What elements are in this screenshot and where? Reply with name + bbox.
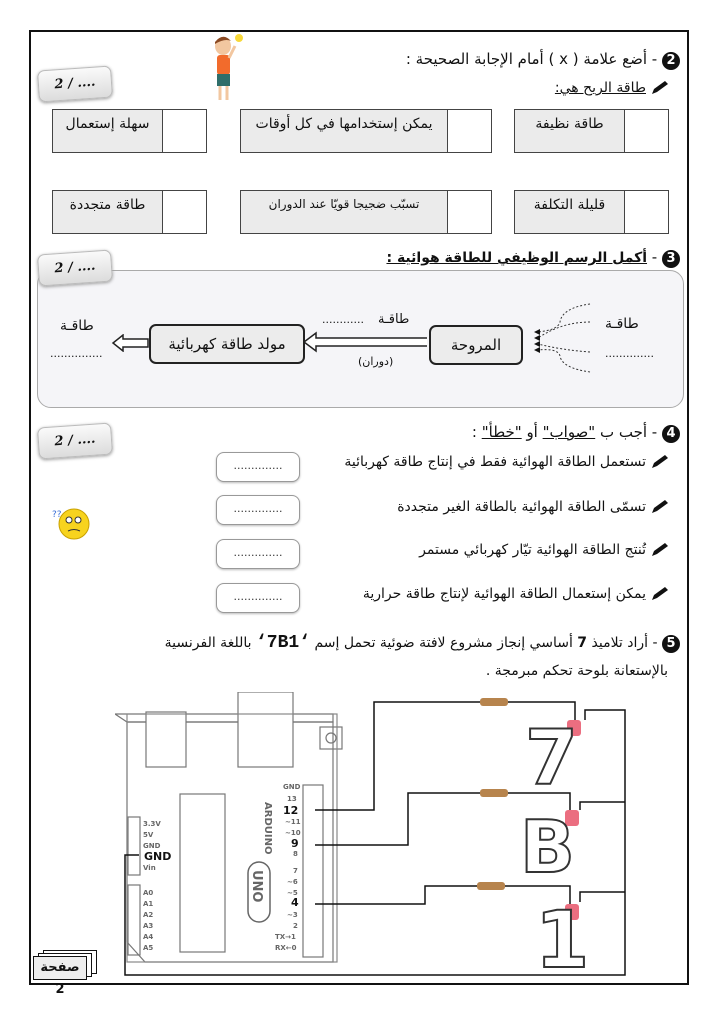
svg-text:B: B xyxy=(520,805,575,889)
checkbox[interactable] xyxy=(447,110,491,152)
svg-text:9: 9 xyxy=(291,837,299,850)
pencil-icon xyxy=(650,80,670,96)
svg-text:??: ?? xyxy=(52,510,62,520)
svg-text:UNO: UNO xyxy=(249,870,264,903)
double-arrow-fan-to-generator xyxy=(302,331,428,353)
generator-box: مولد طاقة كهربائية xyxy=(149,324,305,364)
pencil-icon xyxy=(650,454,670,470)
svg-text:13: 13 xyxy=(287,795,297,803)
pencil-icon xyxy=(650,586,670,602)
tf-answer-3[interactable]: .............. xyxy=(216,539,300,569)
q3-header: 3 - أكمل الرسم الوظيفي للطاقة هوائية : xyxy=(386,248,680,268)
mid-energy-label: طاقـة xyxy=(378,312,410,327)
svg-text:3.3V: 3.3V xyxy=(143,820,161,828)
q4-number-badge: 4 xyxy=(662,425,680,443)
pencil-icon xyxy=(650,542,670,558)
svg-text:A5: A5 xyxy=(143,944,154,952)
q2-header xyxy=(406,50,680,70)
tf-statement-4: يمكن إستعمال الطاقة الهوائية لإنتاج طاقة حرارية xyxy=(363,586,670,602)
input-energy-blank[interactable]: .............. xyxy=(605,347,654,360)
svg-text:5V: 5V xyxy=(143,831,154,839)
checkbox[interactable] xyxy=(162,110,206,152)
q3-title: أكمل الرسم الوظيفي للطاقة هوائية : xyxy=(386,250,648,266)
rotation-note: (دوران) xyxy=(358,355,394,368)
tf-answer-2[interactable]: .............. xyxy=(216,495,300,525)
svg-text:~3: ~3 xyxy=(287,911,298,919)
svg-text:A2: A2 xyxy=(143,911,154,919)
arduino-circuit-diagram xyxy=(115,692,645,982)
q2-score-box: 2 / .... xyxy=(37,65,113,102)
svg-text:TX→1: TX→1 xyxy=(275,933,296,941)
q2-prompt xyxy=(555,80,670,96)
page-indicator xyxy=(33,950,95,997)
q5-line-1: 5 - أراد تلاميذ 7 أساسي إنجاز مشروع لافتة ضوئية تحمل إسم ‘7B1‘ باللغة الفرنسية xyxy=(165,633,680,653)
tf-answer-4[interactable]: .............. xyxy=(216,583,300,613)
boy-character-icon xyxy=(207,32,247,104)
q2-option-4[interactable]: قليلة التكلفة xyxy=(514,190,669,234)
q3-score-box: 2 / .... xyxy=(37,249,113,286)
svg-text:RX←0: RX←0 xyxy=(275,944,297,952)
tf-statement-3: تُنتج الطاقة الهوائية تيّار كهربائي مستمر xyxy=(419,542,670,558)
q2-option-3[interactable]: سهلة إستعمال xyxy=(52,109,207,153)
svg-text:7: 7 xyxy=(293,867,298,875)
true-word: "صواب" xyxy=(542,423,596,441)
q2-option-5[interactable]: تسبّب ضجيجا قويّا عند الدوران xyxy=(240,190,492,234)
tf-statement-2: تسمّى الطاقة الهوائية بالطاقة الغير متجددة xyxy=(397,499,670,515)
wind-arrows-icon xyxy=(532,300,594,376)
q4-score-box: 2 / .... xyxy=(37,422,113,459)
checkbox[interactable] xyxy=(162,191,206,233)
tf-answer-1[interactable]: .............. xyxy=(216,452,300,482)
input-energy-label: طاقـة xyxy=(605,316,639,332)
fan-box: المروحة xyxy=(429,325,523,365)
output-energy-blank[interactable]: ............... xyxy=(50,347,103,360)
checkbox[interactable] xyxy=(624,191,668,233)
svg-text:~5: ~5 xyxy=(287,889,298,897)
q3-number-badge: 3 xyxy=(662,250,680,268)
svg-text:GND: GND xyxy=(143,842,161,850)
q5-line-2: بالإستعانة بلوحة تحكم مبرمجة . xyxy=(485,663,668,679)
svg-text:GND: GND xyxy=(283,783,301,791)
svg-text:A1: A1 xyxy=(143,900,154,908)
q4-header: 4 - أجب ب "صواب" أو "خطأ" : xyxy=(472,423,680,443)
q5-number-badge: 5 xyxy=(662,635,680,653)
q2-prompt-text: طاقة الريح هي: xyxy=(554,80,646,96)
thinking-emoji-icon xyxy=(50,505,92,541)
svg-text:2: 2 xyxy=(293,922,298,930)
q2-number-badge: 2 xyxy=(662,52,680,70)
sign-name: ‘7B1‘ xyxy=(255,633,310,653)
svg-text:A0: A0 xyxy=(143,889,154,897)
q2-option-1[interactable]: طاقة نظيفة xyxy=(514,109,669,153)
q2-option-6[interactable]: طاقة متجددة xyxy=(52,190,207,234)
q2-option-2[interactable]: يمكن إستخدامها في كل أوقات xyxy=(240,109,492,153)
svg-text:~6: ~6 xyxy=(287,878,298,886)
svg-text:4: 4 xyxy=(291,896,299,909)
svg-text:A3: A3 xyxy=(143,922,154,930)
svg-text:12: 12 xyxy=(283,804,299,817)
svg-text:~10: ~10 xyxy=(285,829,301,837)
output-energy-label: طاقـة xyxy=(60,318,94,334)
pencil-icon xyxy=(650,499,670,515)
svg-text:~11: ~11 xyxy=(285,818,301,826)
svg-text:Vin: Vin xyxy=(143,864,156,872)
mid-energy-blank[interactable]: ............ xyxy=(322,313,364,326)
svg-text:ARDUINO: ARDUINO xyxy=(262,802,273,855)
svg-text:1: 1 xyxy=(535,896,590,982)
false-word: "خطأ" xyxy=(481,423,522,441)
checkbox[interactable] xyxy=(624,110,668,152)
resistor-icons xyxy=(477,698,508,890)
double-arrow-output xyxy=(111,334,149,352)
q2-title: - أضع علامة ( x ) أمام الإجابة الصحيحة : xyxy=(405,50,658,68)
svg-text:A4: A4 xyxy=(143,933,154,941)
gnd-pin-label: GND xyxy=(144,850,172,863)
tf-statement-1: تستعمل الطاقة الهوائية فقط في إنتاج طاقة كهربائية xyxy=(344,454,670,470)
svg-text:7: 7 xyxy=(525,713,578,802)
svg-text:8: 8 xyxy=(293,850,298,858)
checkbox[interactable] xyxy=(447,191,491,233)
page-label: صفحة 2 xyxy=(33,956,87,980)
